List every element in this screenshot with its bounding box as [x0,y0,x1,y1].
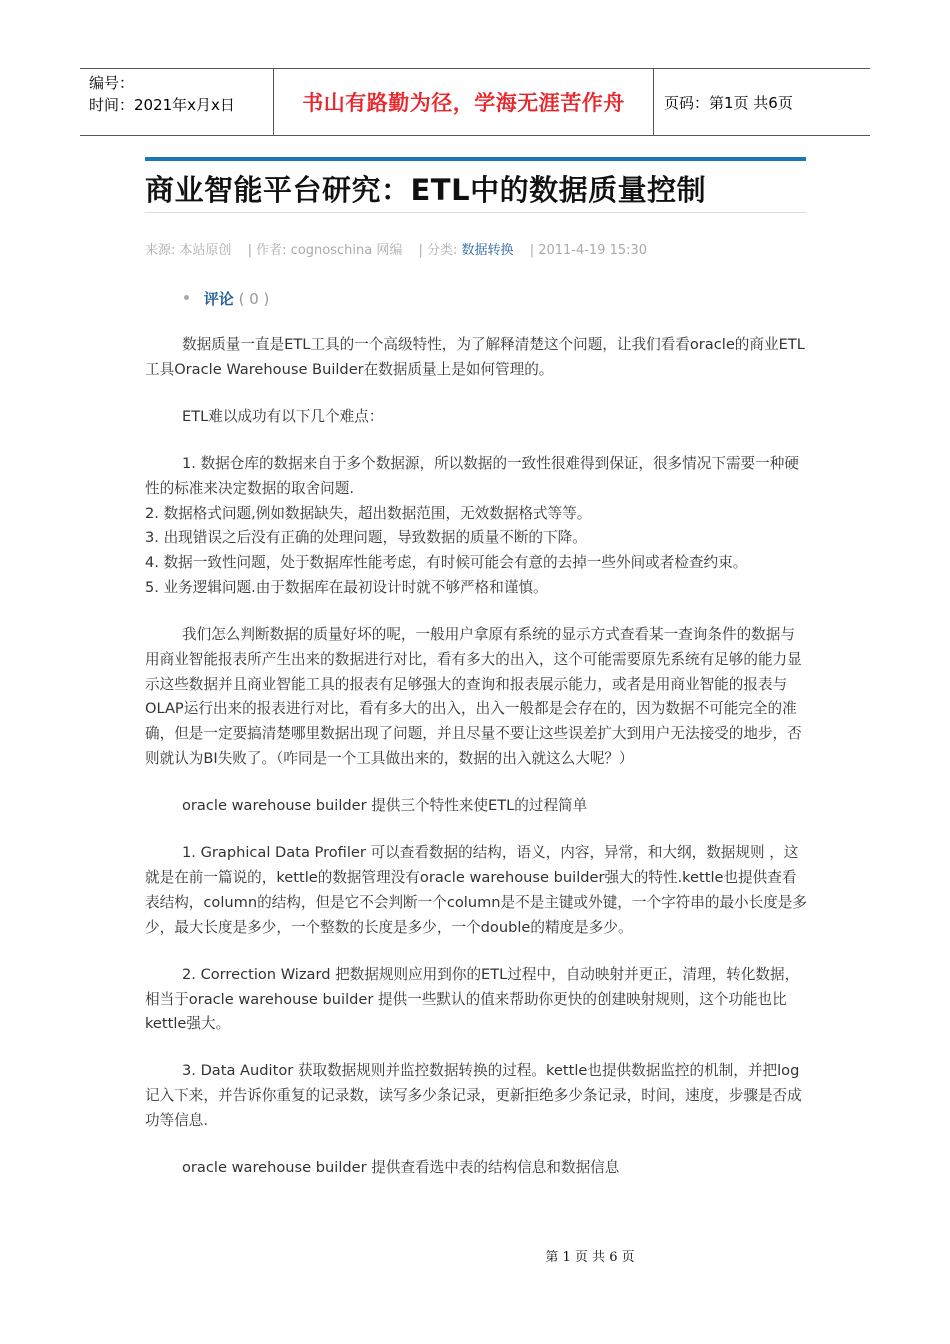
paragraph: 1. Graphical Data Profiler 可以查看数据的结构，语义，内容，异常，和大纲，数据规则 ，这就是在前一篇说的，kettle的数据管理没有oracle warehouse builder强大的特性.kettle也提供查看表结构，column的结构，但是它不会判断一个column是不是主键或外键，一个字符串的最小长度是多少，最大长度是多少，一个整数的长度是多少，一个double的精度是多少。 [145,844,808,936]
time-label: 时间：2021年x月x日 [89,96,235,114]
paragraph: oracle warehouse builder 提供查看选中表的结构信息和数据信息 [182,1159,620,1177]
page-footer [0,1246,950,1265]
list-item: 4. 数据一致性问题，处于数据库性能考虑，有时候可能会有意的去掉一些外间或者检查约束。 [145,554,748,572]
title-top-rule [145,157,806,161]
header-page-info: 页码：第1页 共6页 [664,93,793,112]
list-item: 2. 数据格式问题,例如数据缺失，超出数据范围，无效数据格式等等。 [145,504,592,522]
article-body [145,333,809,1181]
header-motto: 书山有路勤为径，学海无涯苦作舟 [274,69,654,135]
paragraph: 我们怎么判断数据的质量好坏的呢，一般用户拿原有系统的显示方式查看某一查询条件的数据与用商业智能报表所产生出来的数据进行对比，看有多大的出入，这个可能需要原先系统有足够的能力显示这些数据并且商业智能工具的报表有足够强大的查询和报表展示能力，或者是用商业智能的报表与OLAP运行出来的报表进行对比，看有多大的出入，出入一般都是会存在的，因为数据不可能完全的准确，但是一定要搞清楚哪里数据出现了问题，并且尽量不要让这些误差扩大到用户无法接受的地步，否则就认为BI失败了。（咋同是一个工具做出来的，数据的出入就这么大呢？） [145,626,802,768]
paragraph: oracle warehouse builder 提供三个特性来使ETL的过程简单 [182,797,588,815]
title-bottom-rule [145,212,806,213]
list-item: 3. 出现错误之后没有正确的处理问题，导致数据的质量不断的下降。 [145,529,587,547]
paragraph: ETL难以成功有以下几个难点： [182,407,384,425]
meta-date: | 2011-4-19 15:30 [529,243,648,258]
comment-link[interactable]: 评论 [203,290,234,308]
article-meta [145,239,806,258]
document-header [80,68,870,136]
comment-count: ( 0 ) [238,290,270,308]
bullet-icon [184,295,189,300]
header-left-cell [80,69,274,135]
paragraph: 3. Data Auditor 获取数据规则并监控数据转换的过程。kettle也提供数据监控的机制，并把log记入下来，并告诉你重复的记录数，读写多少条记录，更新拒绝多少条记录，时间，速度，步骤是否成功等信息. [145,1062,802,1129]
paragraph: 数据质量一直是ETL工具的一个高级特性，为了解释清楚这个问题，让我们看看oracle的商业ETL工具Oracle Warehouse Builder在数据质量上是如何管理的。 [145,336,805,378]
meta-category-label: | 分类: [418,243,458,258]
meta-author: | 作者: cognoschina 网编 [247,243,403,258]
meta-category-link[interactable]: 数据转换 [461,243,514,258]
paragraph: 2. Correction Wizard 把数据规则应用到你的ETL过程中，自动映射并更正，清理，转化数据， 相当于oracle warehouse builder 提供一些默认的值来帮助你更快的创建映射规则，这个功能也比kettle强大。 [145,965,800,1033]
meta-source: 来源: 本站原创 [145,243,232,258]
list-item: 5. 业务逻辑问题.由于数据库在最初设计时就不够严格和谨慎。 [145,578,548,596]
number-label: 编号： [89,74,135,92]
list-item: 1. 数据仓库的数据来自于多个数据源，所以数据的一致性很难得到保证，很多情况下需要一种硬性的标准来决定数据的取舍问题. [145,454,799,497]
comment-item [184,288,269,309]
article-title: 商业智能平台研究：ETL中的数据质量控制 [145,173,707,207]
footer-page-number: 第 1 页 共 6 页 [545,1250,635,1265]
